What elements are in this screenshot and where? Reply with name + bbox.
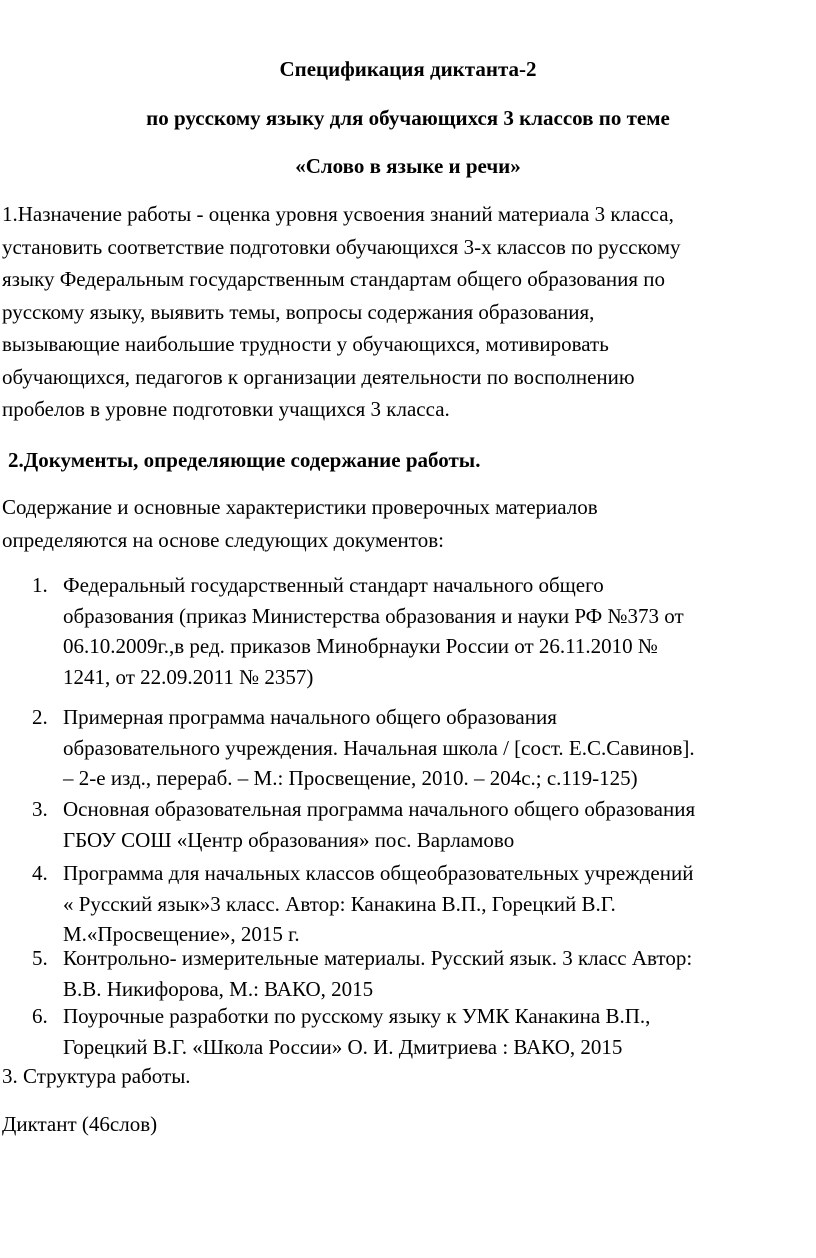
- list-item-text: [63, 702, 813, 794]
- dictation-info: Диктант (46слов): [2, 1112, 158, 1136]
- list-number: 2.: [32, 705, 48, 729]
- paragraph-line: определяются на основе следующих документов:: [2, 527, 444, 552]
- list-line: Поурочные разработки по русскому языку к УМК Канакина В.П.,: [63, 1004, 651, 1028]
- list-item-text: [63, 858, 813, 950]
- list-line: В.В. Никифорова, М.: ВАКО, 2015: [63, 976, 374, 1001]
- list-line: Примерная программа начального общего образования: [63, 705, 557, 729]
- list-line: – 2-е изд., перераб. – М.: Просвещение, 2010. – 204с.; с.119-125): [63, 766, 638, 790]
- documents-heading: 2.Документы, определяющие содержание работы.: [8, 448, 481, 472]
- list-line: Основная образовательная программа начального общего образования: [63, 797, 696, 821]
- list-item-text: [63, 1001, 813, 1062]
- list-line: образовательного учреждения. Начальная школа / [сост. Е.С.Савинов].: [63, 735, 695, 760]
- list-line: Горецкий В.Г. «Школа России» О. И. Дмитриева : ВАКО, 2015: [63, 1034, 623, 1059]
- document-subtitle: по русскому языку для обучающихся 3 классов по теме: [146, 106, 670, 130]
- paragraph-line: обучающихся, педагогов к организации деятельности по восполнению: [2, 364, 635, 389]
- paragraph-line: русскому языку, выявить темы, вопросы содержания образования,: [2, 299, 595, 324]
- paragraph-line: Содержание и основные характеристики проверочных материалов: [2, 495, 598, 519]
- list-number: 3.: [32, 797, 48, 821]
- paragraph-line: пробелов в уровне подготовки учащихся 3 класса.: [2, 397, 450, 421]
- paragraph-line: 1.Назначение работы - оценка уровня усвоения знаний материала 3 класса,: [2, 202, 674, 226]
- list-item-text: [63, 943, 813, 1004]
- paragraph-line: установить соответствие подготовки обучающихся 3-х классов по русскому: [2, 234, 681, 259]
- list-line: образования (приказ Министерства образования и науки РФ №373 от: [63, 603, 684, 628]
- paragraph-line: языку Федеральным государственным стандартам общего образования по: [2, 267, 665, 291]
- list-line: Контрольно- измерительные материалы. Русский язык. 3 класс Автор:: [63, 946, 693, 970]
- documents-intro: [2, 491, 814, 556]
- list-number: 1.: [32, 573, 48, 597]
- list-item-text: [63, 794, 813, 855]
- purpose-paragraph: [2, 198, 814, 426]
- list-number: 6.: [32, 1004, 48, 1028]
- list-line: ГБОУ СОШ «Центр образования» пос. Варламово: [63, 827, 515, 852]
- document-topic: «Слово в языке и речи»: [295, 154, 521, 178]
- list-line: 1241, от 22.09.2011 № 2357): [63, 664, 314, 689]
- paragraph-line: вызывающие наибольшие трудности у обучающихся, мотивировать: [2, 332, 609, 356]
- list-line: М.«Просвещение», 2015 г.: [63, 922, 300, 946]
- list-line: « Русский язык»3 класс. Автор: Канакина В.П., Горецкий В.Г.: [63, 891, 616, 916]
- list-number: 4.: [32, 861, 48, 885]
- structure-heading: 3. Структура работы.: [2, 1064, 191, 1088]
- list-item-text: [63, 570, 813, 692]
- list-line: Федеральный государственный стандарт начального общего: [63, 573, 604, 597]
- list-line: Программа для начальных классов общеобразовательных учреждений: [63, 861, 694, 885]
- list-number: 5.: [32, 946, 48, 970]
- list-line: 06.10.2009г.,в ред. приказов Минобрнауки России от 26.11.2010 №: [63, 634, 658, 658]
- document-title: Спецификация диктанта-2: [279, 57, 537, 81]
